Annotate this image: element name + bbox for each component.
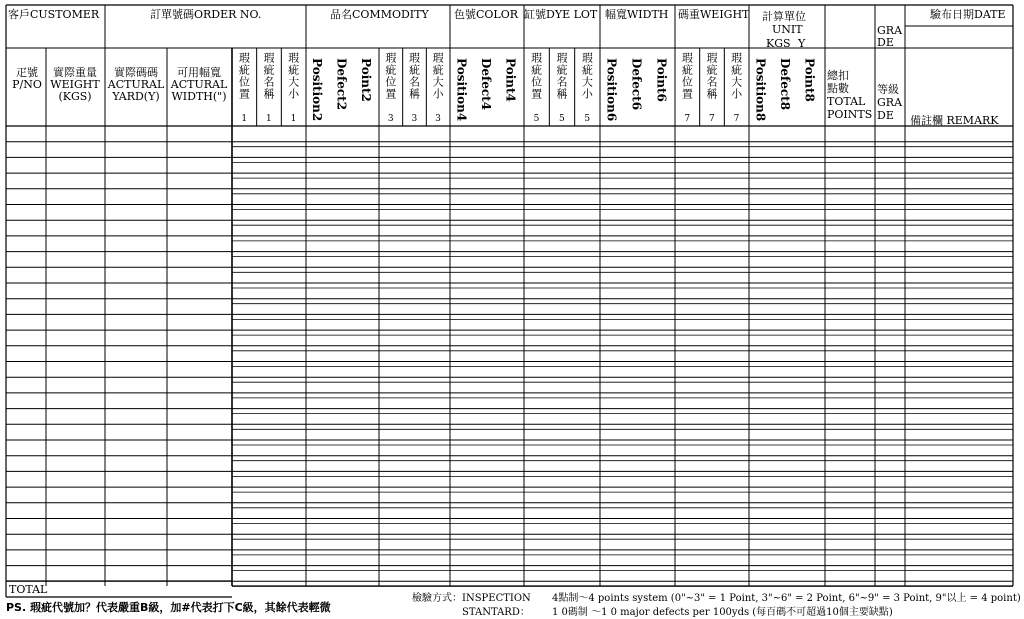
- defect-subheader-number: 3: [435, 114, 441, 124]
- dye-lot-header: 缸號DYE LOT: [524, 8, 598, 21]
- defect-subheader-bold: Position2: [310, 58, 325, 122]
- defect-subheader-number: 3: [411, 114, 418, 124]
- defect-subheader-bold: Defect8: [778, 58, 792, 111]
- defect-subheader-number: 7: [684, 114, 691, 124]
- date-header: 驗布日期DATE: [930, 8, 1006, 21]
- defect-subheader-bold: Defect4: [479, 58, 493, 111]
- defect-subheader-number: 3: [387, 114, 394, 124]
- defect-subheader: 瑕疵位置: [680, 52, 694, 100]
- width-header: 幅寬WIDTH: [605, 8, 669, 21]
- defect-subheader-number: 1: [241, 114, 248, 124]
- customer-header: 客戶CUSTOMER: [8, 8, 100, 21]
- inspection-text: 4點制～4 points system (0"~3" = 1 Point, 3"~6" = 2 Point, 6"~9" = 3 Point, 9"以上 = 4 point): [552, 593, 1021, 604]
- unit-kgs: KGS: [766, 37, 791, 50]
- defect-subheader-bold: Point6: [654, 58, 669, 102]
- defect-subheader-bold: Position4: [454, 58, 469, 122]
- yard-col-header: 實際碼碼 ACTURAL YARD(Y): [107, 66, 165, 103]
- standard-label: STANTARD：: [462, 607, 530, 618]
- defect-subheader-number: 1: [266, 114, 272, 124]
- defect-subheader: 瑕疵大小: [431, 52, 445, 100]
- defect-subheader-number: 1: [290, 114, 297, 124]
- defect-subheader-bold: Position8: [753, 58, 768, 122]
- order-no-header: 訂單號碼ORDER NO.: [150, 8, 262, 21]
- defect-subheader: 瑕疵大小: [580, 52, 594, 100]
- color-header: 色號COLOR: [454, 8, 519, 21]
- defect-subheader-number: 7: [709, 114, 715, 124]
- defect-subheader: 瑕疵大小: [729, 52, 743, 100]
- standard-text: 1 0碼制 ～1 0 major defects per 100yds (每百碼不可超過10個主要缺點): [552, 607, 893, 618]
- defect-subheader-bold: Point8: [802, 58, 817, 102]
- defect-subheader-bold: Defect2: [334, 58, 349, 111]
- defect-subheader-number: 5: [533, 114, 540, 124]
- defect-subheader-bold: Point2: [358, 58, 373, 102]
- defect-subheader-bold: Defect6: [629, 58, 644, 111]
- defect-subheader-number: 7: [733, 114, 740, 124]
- commodity-header: 品名COMMODITY: [330, 8, 429, 21]
- unit-y: Y: [798, 37, 806, 50]
- defect-subheader: 瑕疵位置: [237, 52, 251, 100]
- ps-note: PS. 瑕疵代號加？代表嚴重B級，加#代表打下C級，其餘代表輕微: [6, 601, 331, 614]
- total-points-header: 總扣 點數 TOTAL POINTS: [827, 69, 873, 121]
- unit-en: UNIT: [772, 23, 803, 36]
- grade-header: 等級 GRA DE: [877, 83, 903, 122]
- inspection-label: 檢驗方式：INSPECTION: [412, 593, 531, 604]
- defect-subheader: 瑕疵位置: [529, 52, 543, 100]
- defect-subheader-bold: Position6: [604, 58, 619, 122]
- defect-subheader-number: 5: [559, 114, 565, 124]
- remark-header: 備註欄 REMARK: [910, 114, 999, 127]
- pno-header: 疋號 P/NO: [12, 66, 42, 91]
- defect-subheader-number: 5: [584, 114, 591, 124]
- weight-header: 碼重WEIGHT: [678, 8, 750, 21]
- defect-subheader: 瑕疵大小: [286, 52, 300, 100]
- defect-subheader-bold: Point4: [503, 58, 518, 102]
- defect-subheader: 瑕疵名稱: [555, 52, 568, 100]
- defect-subheader: 瑕疵名稱: [262, 52, 275, 100]
- defect-subheader: 瑕疵名稱: [407, 52, 421, 100]
- unit-title: 計算單位: [762, 10, 806, 23]
- total-row-label: TOTAL: [9, 583, 48, 596]
- defect-subheader: 瑕疵位置: [383, 52, 397, 100]
- weight-col-header: 實際重量 WEIGHT (KGS): [50, 66, 100, 103]
- grade-top-header: GRA DE: [877, 24, 903, 49]
- usable-width-header: 可用幅寬 ACTURAL WIDTH("): [170, 66, 228, 103]
- defect-subheader: 瑕疵名稱: [705, 52, 718, 100]
